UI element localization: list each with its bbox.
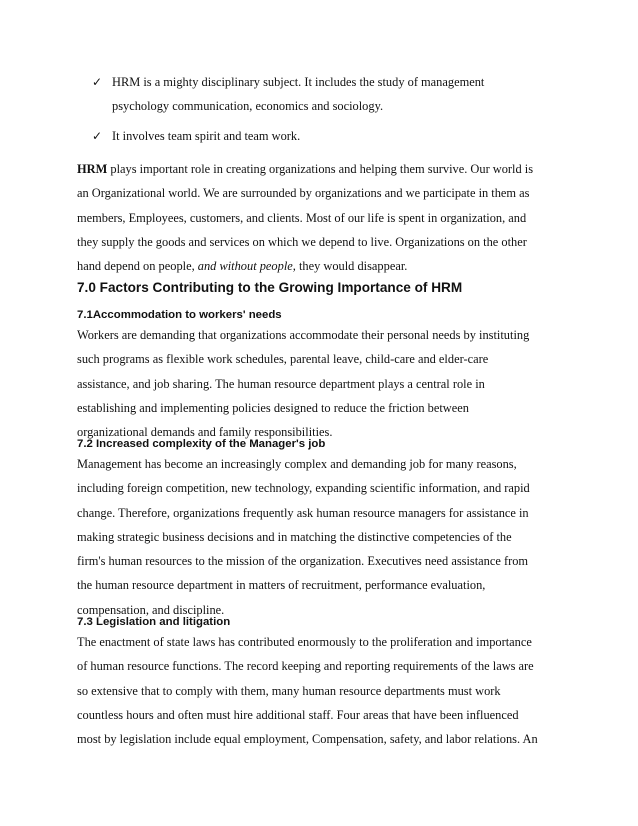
paragraph-line: The enactment of state laws has contributed enormously to the proliferation and importance [77,635,532,649]
bullet-list [92,70,562,148]
paragraph-line: hand depend on people, and without people, they would disappear. [77,259,408,274]
bullet-item [92,70,562,118]
paragraph-line: such programs as flexible work schedules, parental leave, child-care and elder-care [77,352,489,367]
paragraph-line: most by legislation include equal employment, Compensation, safety, and labor relations. An [77,732,538,747]
section-body [77,630,555,751]
paragraph-line: compensation, and discipline. [77,602,225,617]
paragraph-line: members, Employees, customers, and clients. Most of our life is spent in organization, and [77,210,527,225]
paragraph-line: an Organizational world. We are surrounded by organizations and we participate in them as [77,186,530,201]
paragraph-line: the human resource department in matters of recruitment, performance evaluation, [77,578,486,593]
intro-paragraph [77,157,555,278]
paragraph-line: firm's human resources to the mission of the organization. Executives need assistance from [77,554,529,569]
subsection-heading: 7.1Accommodation to workers' needs [77,309,282,321]
paragraph-line: organizational demands and family responsibilities. [77,425,333,440]
paragraph-line: assistance, and job sharing. The human resource department plays a central role in [77,376,485,391]
section-body [77,452,555,622]
checkmark-icon: ✓ [92,75,103,89]
paragraph-line: so extensive that to comply with them, many human resource departments must work [77,683,501,698]
subsection-heading: 7.3 Legislation and litigation [77,616,231,628]
paragraph-line: Workers are demanding that organizations accommodate their personal needs by instituting [77,328,530,342]
paragraph-line: countless hours and often must hire additional staff. Four areas that have been influenced [77,707,519,722]
italic-phrase: and without people, [197,259,296,274]
section-7-3 [77,614,555,751]
hrm-bold-lead: HRM [77,162,108,176]
paragraph-line: including foreign competition, new technology, expanding scientific information, and rapid [77,481,530,496]
checkmark-icon: ✓ [92,129,103,143]
subsection-heading: 7.2 Increased complexity of the Manager's job [77,438,326,450]
bullet-line: psychology communication, economics and sociology. [112,99,384,113]
paragraph-line: of human resource functions. The record keeping and reporting requirements of the laws are [77,659,534,674]
paragraph-line: they supply the goods and services on which we depend to live. Organizations on the other [77,234,527,249]
paragraph-line: Management has become an increasingly complex and demanding job for many reasons, [77,457,517,471]
bullet-item [92,124,562,148]
bullet-line: HRM is a mighty disciplinary subject. It includes the study of management [112,75,485,89]
section-body [77,323,555,444]
section-7-2 [77,436,555,622]
section-heading: 7.0 Factors Contributing to the Growing Importance of HRM [77,280,463,295]
section-7-1 [77,307,555,444]
bullet-line: It involves team spirit and team work. [112,129,301,143]
paragraph-line: HRM plays important role in creating organizations and helping them survive. Our world is [77,162,534,176]
paragraph-line: making strategic business decisions and in matching the distinctive competencies of the [77,529,512,544]
paragraph-line: change. Therefore, organizations frequently ask human resource managers for assistance in [77,505,529,520]
paragraph-line: establishing and implementing policies designed to reduce the friction between [77,400,469,415]
